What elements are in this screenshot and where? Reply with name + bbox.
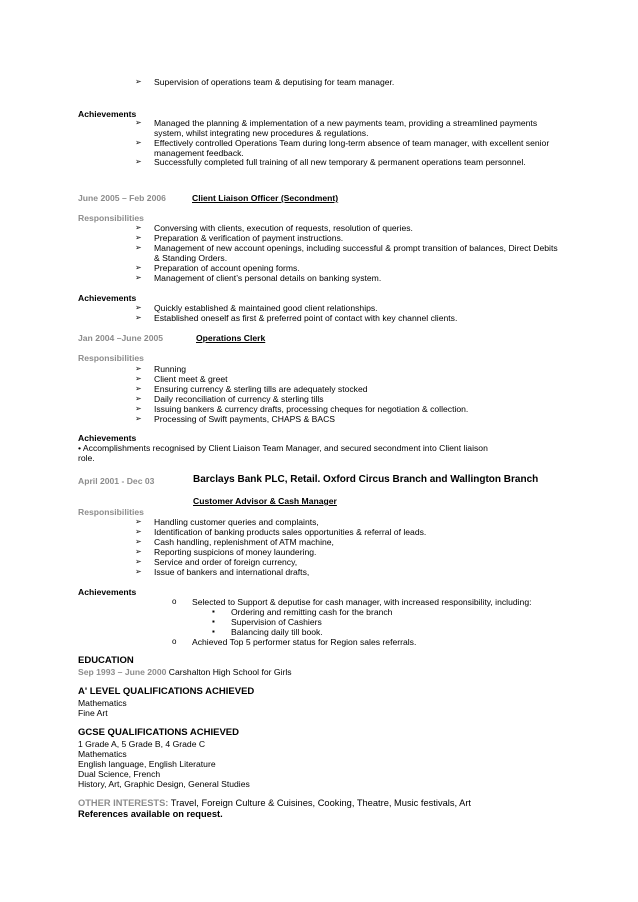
education-heading: EDUCATION [78,655,134,666]
school-name: Carshalton High School for Girls [166,667,292,677]
job-dates: June 2005 – Feb 2006 [78,193,166,203]
arrow-bullet-icon: ➢ [135,394,142,403]
list-item-text: Effectively controlled Operations Team during long-term absence of team manager, with excellent senior [154,138,550,148]
employer-name: Barclays Bank PLC, Retail. Oxford Circus Branch and Wallington Branch [193,474,539,485]
list-item-continuation: & Standing Orders. [154,253,228,263]
list-item-text: Conversing with clients, execution of requests, resolution of queries. [154,223,413,233]
list-item-text: Quickly established & maintained good client relationships. [154,303,378,313]
list-item-text: Supervision of Cashiers [231,617,322,627]
circle-bullet-icon: o [172,597,177,606]
job-title: Operations Clerk [196,333,266,343]
arrow-bullet-icon: ➢ [135,138,142,147]
list-item-text: Established oneself as first & preferred point of contact with key channel clients. [154,313,458,323]
gcse-line: Dual Science, French [78,769,161,779]
list-item-text: Supervision of operations team & deputising for team manager. [154,77,395,87]
list-item-text: Balancing daily till book. [231,627,323,637]
list-item-text: Selected to Support & deputise for cash manager, with increased responsibility, including: [192,597,532,607]
arrow-bullet-icon: ➢ [135,364,142,373]
arrow-bullet-icon: ➢ [135,243,142,252]
job-title: Client Liaison Officer (Secondment) [192,193,339,203]
list-item-text: Issuing bankers & currency drafts, processing cheques for negotiation & collection. [154,404,469,414]
list-item-text: Ensuring currency & sterling tills are adequately stocked [154,384,368,394]
a-level-subject: Fine Art [78,708,108,718]
arrow-bullet-icon: ➢ [135,517,142,526]
arrow-bullet-icon: ➢ [135,567,142,576]
list-item-text: Service and order of foreign currency, [154,557,298,567]
gcse-line: English language, English Literature [78,759,216,769]
gcse-heading: GCSE QUALIFICATIONS ACHIEVED [78,727,239,738]
list-item-text: Ordering and remitting cash for the branch [231,607,393,617]
list-item-text: Reporting suspicions of money laundering. [154,547,317,557]
list-item-text: Cash handling, replenishment of ATM machine, [154,537,334,547]
achievements-heading: Achievements [78,293,137,303]
arrow-bullet-icon: ➢ [135,537,142,546]
job-dates: April 2001 - Dec 03 [78,476,155,486]
list-item-text: Management of client’s personal details on banking system. [154,273,382,283]
list-item-text: Achieved Top 5 performer status for Region sales referrals. [192,637,417,647]
list-item-text: Preparation & verification of payment instructions. [154,233,344,243]
achievements-heading: Achievements [78,587,137,597]
references-note: References available on request. [78,809,223,819]
list-item-text: Issue of bankers and international drafts, [154,567,310,577]
other-interests-label: OTHER INTERESTS: [78,798,169,808]
job-title: Customer Advisor & Cash Manager [193,496,337,506]
list-item-continuation: system, whilst integrating new procedures & regulations. [154,128,369,138]
other-interests [78,798,471,808]
arrow-bullet-icon: ➢ [135,263,142,272]
education-dates: Sep 1993 – June 2000 [78,667,167,677]
gcse-line: 1 Grade A, 5 Grade B, 4 Grade C [78,739,206,749]
list-item-text: Preparation of account opening forms. [154,263,300,273]
gcse-line: Mathematics [78,749,127,759]
arrow-bullet-icon: ➢ [135,223,142,232]
a-level-heading: A' LEVEL QUALIFICATIONS ACHIEVED [78,686,255,697]
list-item-text: Successfully completed full training of all new temporary & permanent operations team personnel. [154,157,526,167]
arrow-bullet-icon: ➢ [135,547,142,556]
education-line [78,667,292,677]
job-dates: Jan 2004 –June 2005 [78,333,164,343]
square-bullet-icon: ▪ [212,617,215,626]
arrow-bullet-icon: ➢ [135,557,142,566]
arrow-bullet-icon: ➢ [135,233,142,242]
arrow-bullet-icon: ➢ [135,404,142,413]
responsibilities-heading: Responsibilities [78,353,144,363]
list-item-text: Handling customer queries and complaints, [154,517,319,527]
arrow-bullet-icon: ➢ [135,527,142,536]
arrow-bullet-icon: ➢ [135,273,142,282]
arrow-bullet-icon: ➢ [135,384,142,393]
achievements-heading: Achievements [78,109,137,119]
arrow-bullet-icon: ➢ [135,303,142,312]
list-item-text: Client meet & greet [154,374,228,384]
arrow-bullet-icon: ➢ [135,313,142,322]
achievements-heading: Achievements [78,433,137,443]
gcse-line: History, Art, Graphic Design, General Studies [78,779,250,789]
list-item-text: Processing of Swift payments, CHAPS & BACS [154,414,336,424]
list-item-text: Management of new account openings, including successful & prompt transition of balances, Direct Debits [154,243,558,253]
arrow-bullet-icon: ➢ [135,118,142,127]
responsibilities-heading: Responsibilities [78,507,144,517]
arrow-bullet-icon: ➢ [135,374,142,383]
arrow-bullet-icon: ➢ [135,157,142,166]
responsibilities-heading: Responsibilities [78,213,144,223]
achievements-text: role. [78,453,95,463]
a-level-subject: Mathematics [78,698,127,708]
arrow-bullet-icon: ➢ [135,77,142,86]
arrow-bullet-icon: ➢ [135,414,142,423]
achievements-text: • Accomplishments recognised by Client Liaison Team Manager, and secured secondment into Client liaison [78,443,488,453]
other-interests-text: Travel, Foreign Culture & Cuisines, Cooking, Theatre, Music festivals, Art [168,798,472,808]
square-bullet-icon: ▪ [212,627,215,636]
list-item-text: Daily reconciliation of currency & sterling tills [154,394,324,404]
list-item-text: Managed the planning & implementation of a new payments team, providing a streamlined payments [154,118,538,128]
list-item-continuation: management feedback. [154,148,244,158]
square-bullet-icon: ▪ [212,607,215,616]
list-item-text: Running [154,364,187,374]
circle-bullet-icon: o [172,637,177,646]
list-item-text: Identification of banking products sales opportunities & referral of leads. [154,527,427,537]
